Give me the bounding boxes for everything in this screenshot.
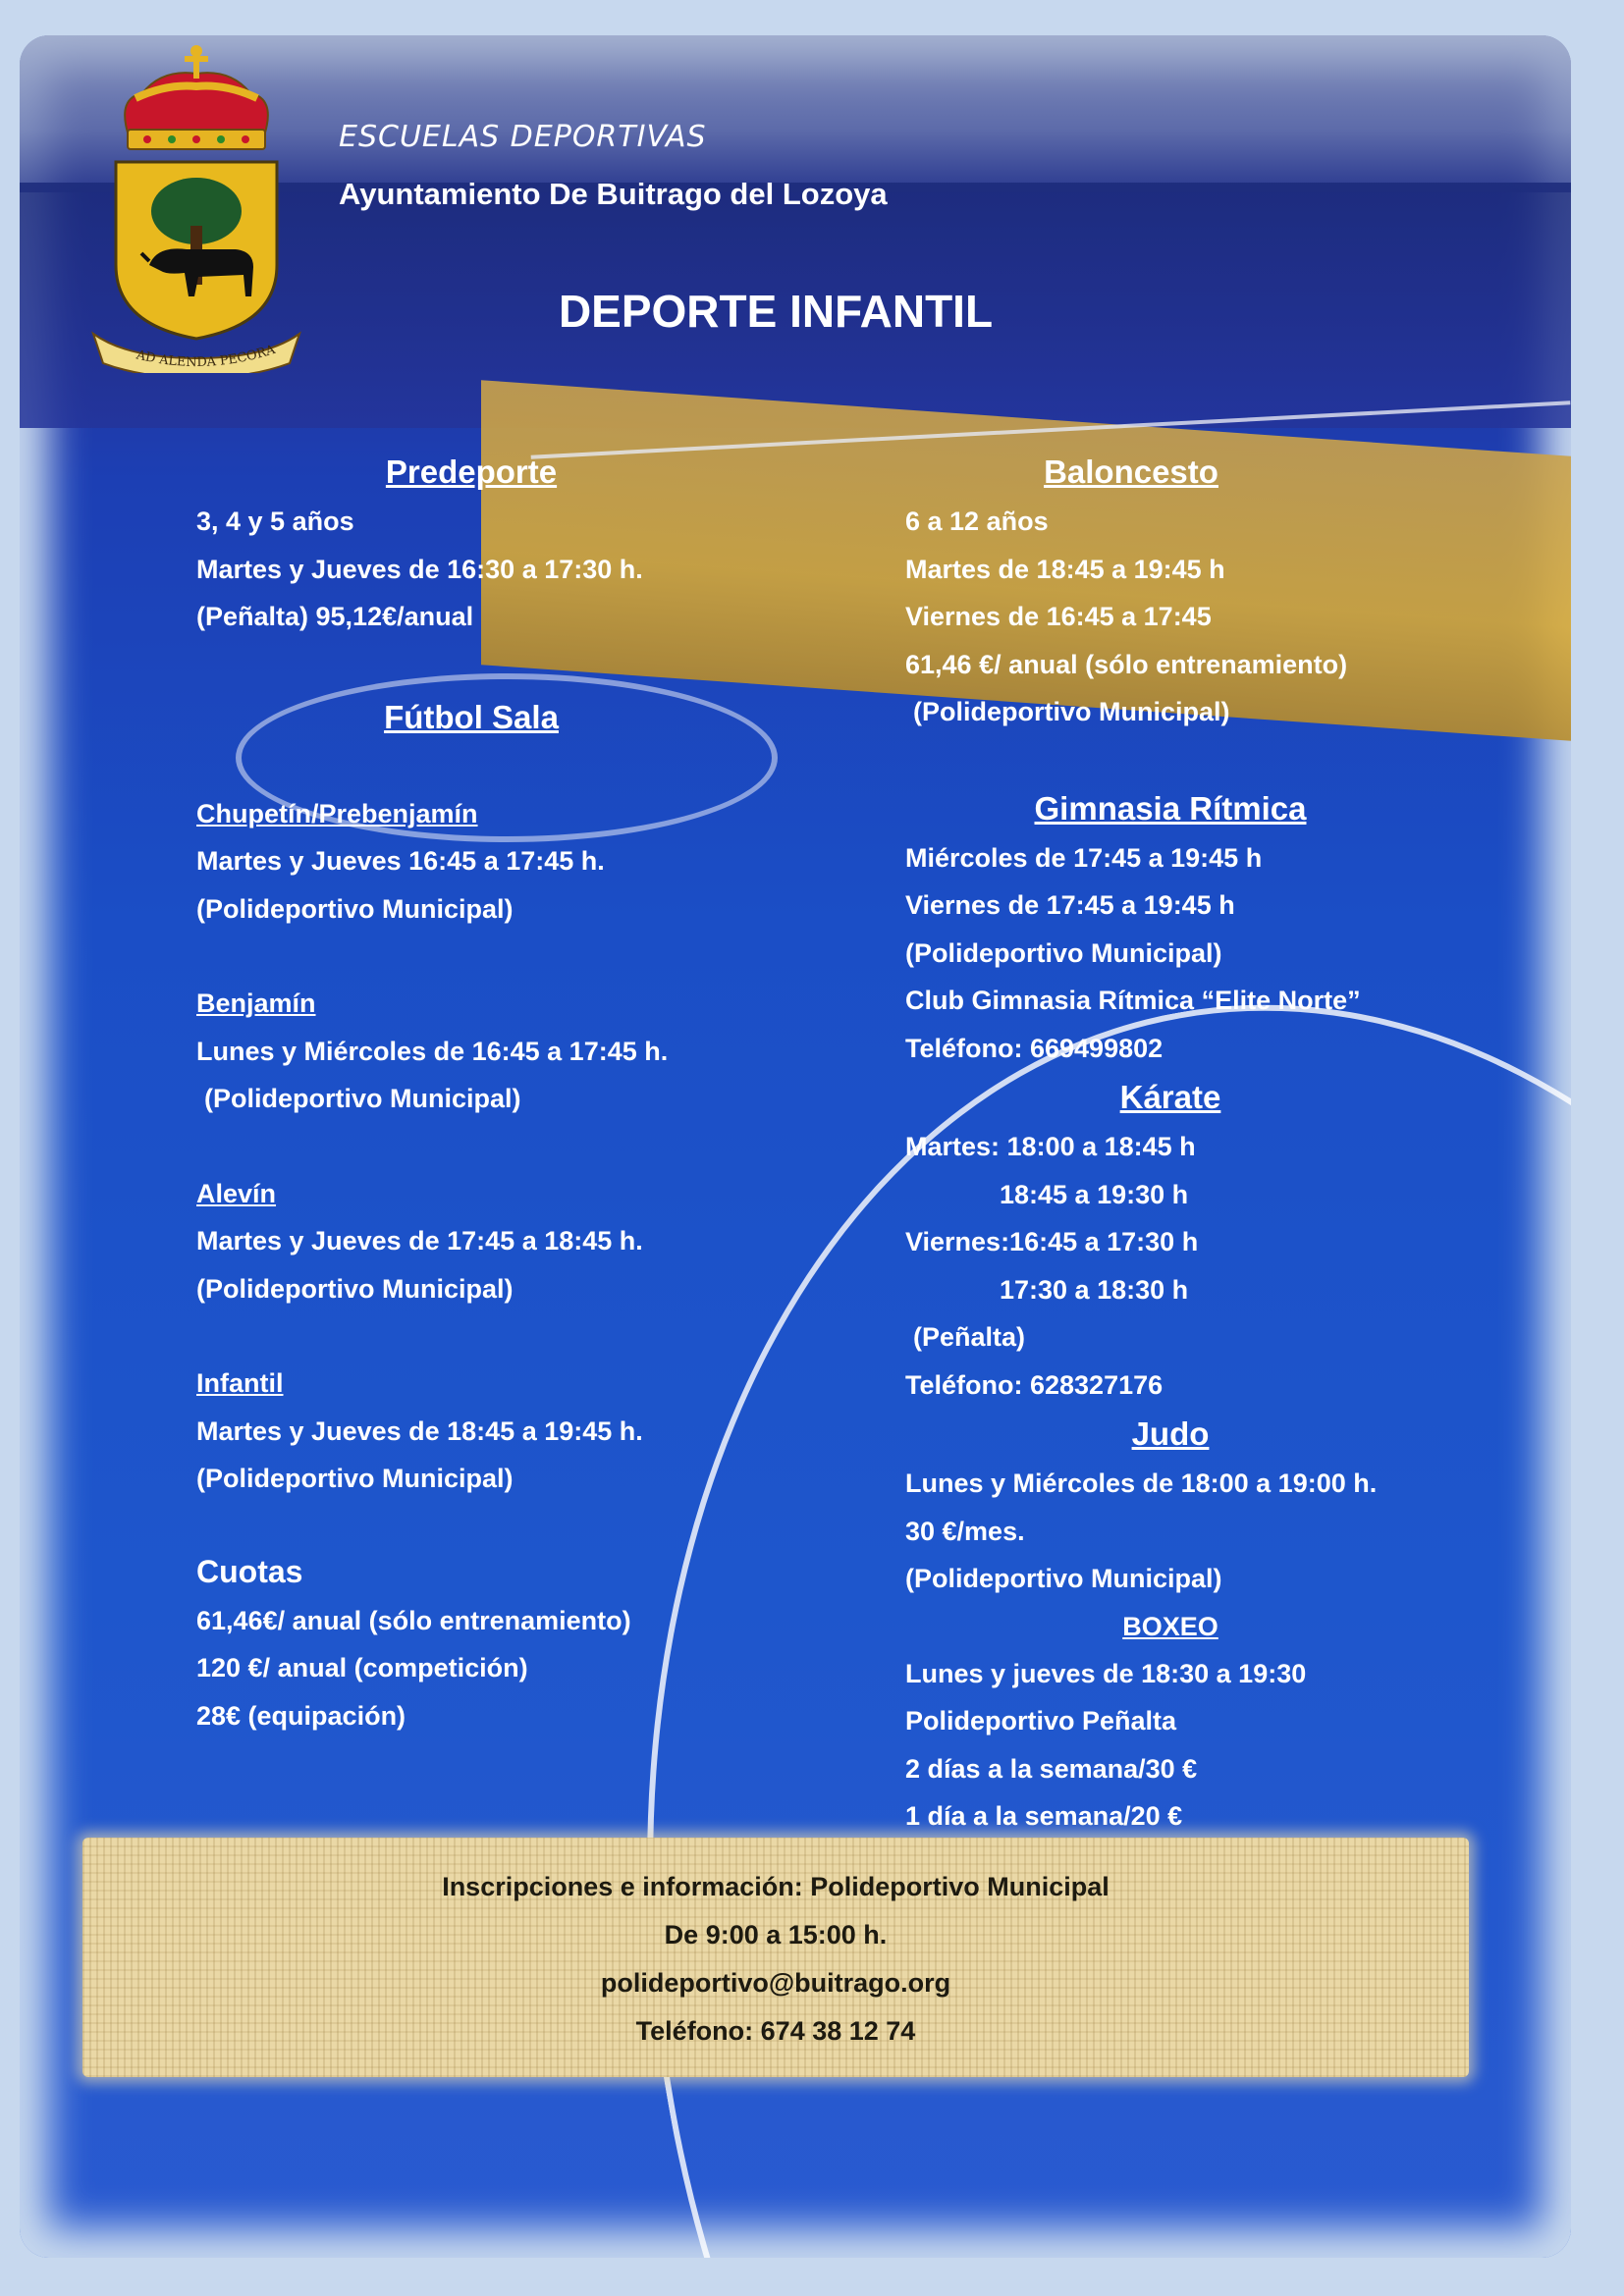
info-line: 6 a 12 años — [905, 507, 1049, 536]
left-column — [196, 447, 746, 1739]
section-karate — [905, 1072, 1435, 1123]
section-title: Baloncesto — [1044, 454, 1218, 490]
crown-icon — [125, 45, 268, 149]
info-line: Lunes y jueves de 18:30 a 19:30 — [905, 1658, 1307, 1688]
section-title: Predeporte — [385, 454, 558, 490]
info-line: Miércoles de 17:45 a 19:45 h — [905, 842, 1263, 873]
info-line: (Peñalta) 95,12€/anual — [196, 602, 474, 631]
info-line: Polideportivo Peñalta — [905, 1706, 1177, 1735]
info-line: 3, 4 y 5 años — [196, 507, 354, 536]
phone-text: Teléfono: 674 38 12 74 — [635, 2016, 916, 2046]
info-line: Lunes y Miércoles de 16:45 a 17:45 h. — [196, 1036, 669, 1066]
info-line: 28€ (equipación) — [196, 1700, 406, 1731]
group-title: Chupetín/Prebenjamín — [196, 798, 478, 828]
right-column — [905, 447, 1494, 1841]
info-line: Martes y Jueves de 16:30 a 17:30 h. — [196, 554, 643, 584]
info-line: Teléfono: 669499802 — [905, 1033, 1164, 1063]
info-line: Lunes y Miércoles de 18:00 a 19:00 h. — [905, 1468, 1378, 1498]
section-title: Judo — [1131, 1415, 1210, 1452]
section-title: Fútbol Sala — [384, 698, 559, 735]
info-line: Teléfono: 628327176 — [905, 1369, 1164, 1400]
info-line: (Polideportivo Municipal) — [196, 1273, 514, 1304]
info-line: 61,46€/ anual (sólo entrenamiento) — [196, 1605, 631, 1635]
info-line: 120 €/ anual (competición) — [196, 1653, 528, 1682]
program-label: ESCUELAS DEPORTIVAS — [339, 120, 707, 154]
info-line: (Polideportivo Municipal) — [196, 1464, 514, 1493]
info-line: Inscripciones e información: Polideportivo Municipal — [442, 1872, 1110, 1901]
info-line: 30 €/mes. — [905, 1516, 1025, 1546]
section-futbol-sala — [196, 692, 746, 1503]
info-line: Martes y Jueves de 17:45 a 18:45 h. — [196, 1226, 643, 1255]
info-line: Viernes de 17:45 a 19:45 h — [905, 890, 1235, 920]
info-line: Martes: 18:00 a 18:45 h — [905, 1132, 1196, 1161]
section-cuotas — [196, 1546, 746, 1740]
info-line: 17:30 a 18:30 h — [1000, 1274, 1189, 1305]
page-title: DEPORTE INFANTIL — [558, 286, 994, 337]
info-line: 18:45 a 19:30 h — [1000, 1179, 1189, 1209]
info-line: (Peñalta) — [913, 1322, 1026, 1352]
info-line: Martes y Jueves de 18:45 a 19:45 h. — [196, 1415, 643, 1446]
info-line: Viernes de 16:45 a 17:45 — [905, 602, 1212, 631]
section-baloncesto — [905, 447, 1357, 498]
registration-info-box — [82, 1838, 1469, 2077]
section-predeporte — [196, 447, 746, 641]
info-line: Martes de 18:45 a 19:45 h — [905, 554, 1225, 584]
section-title: BOXEO — [1122, 1611, 1218, 1641]
info-line: (Polideportivo Municipal) — [913, 697, 1230, 726]
info-line: De 9:00 a 15:00 h. — [664, 1920, 888, 1949]
info-line: 1 día a la semana/20 € — [905, 1801, 1183, 1831]
section-boxeo — [905, 1603, 1435, 1650]
info-line: Viernes:16:45 a 17:30 h — [905, 1227, 1199, 1256]
email-text: polideportivo@buitrago.org — [600, 1968, 951, 1998]
group-title: Benjamín — [196, 988, 316, 1018]
svg-text:AD ALENDA PECORA: AD ALENDA PECORA — [135, 342, 278, 371]
info-line: (Polideportivo Municipal) — [204, 1084, 521, 1113]
info-line: Club Gimnasia Rítmica “Elite Norte” — [905, 986, 1361, 1015]
group-title: Alevín — [196, 1178, 277, 1208]
info-line: Martes y Jueves 16:45 a 17:45 h. — [196, 846, 605, 876]
section-title: Cuotas — [196, 1553, 303, 1589]
info-line: 61,46 €/ anual (sólo entrenamiento) — [905, 649, 1348, 679]
info-line: (Polideportivo Municipal) — [905, 937, 1222, 968]
group-title: Infantil — [196, 1368, 284, 1398]
organization-name: Ayuntamiento De Buitrago del Lozoya — [339, 177, 888, 211]
info-line: (Polideportivo Municipal) — [196, 893, 514, 924]
info-line: (Polideportivo Municipal) — [905, 1564, 1222, 1593]
section-judo — [905, 1409, 1435, 1460]
section-gimnasia — [905, 783, 1435, 834]
section-title: Kárate — [1119, 1079, 1221, 1115]
info-line: 2 días a la semana/30 € — [905, 1753, 1198, 1784]
section-title: Gimnasia Rítmica — [1034, 789, 1307, 827]
